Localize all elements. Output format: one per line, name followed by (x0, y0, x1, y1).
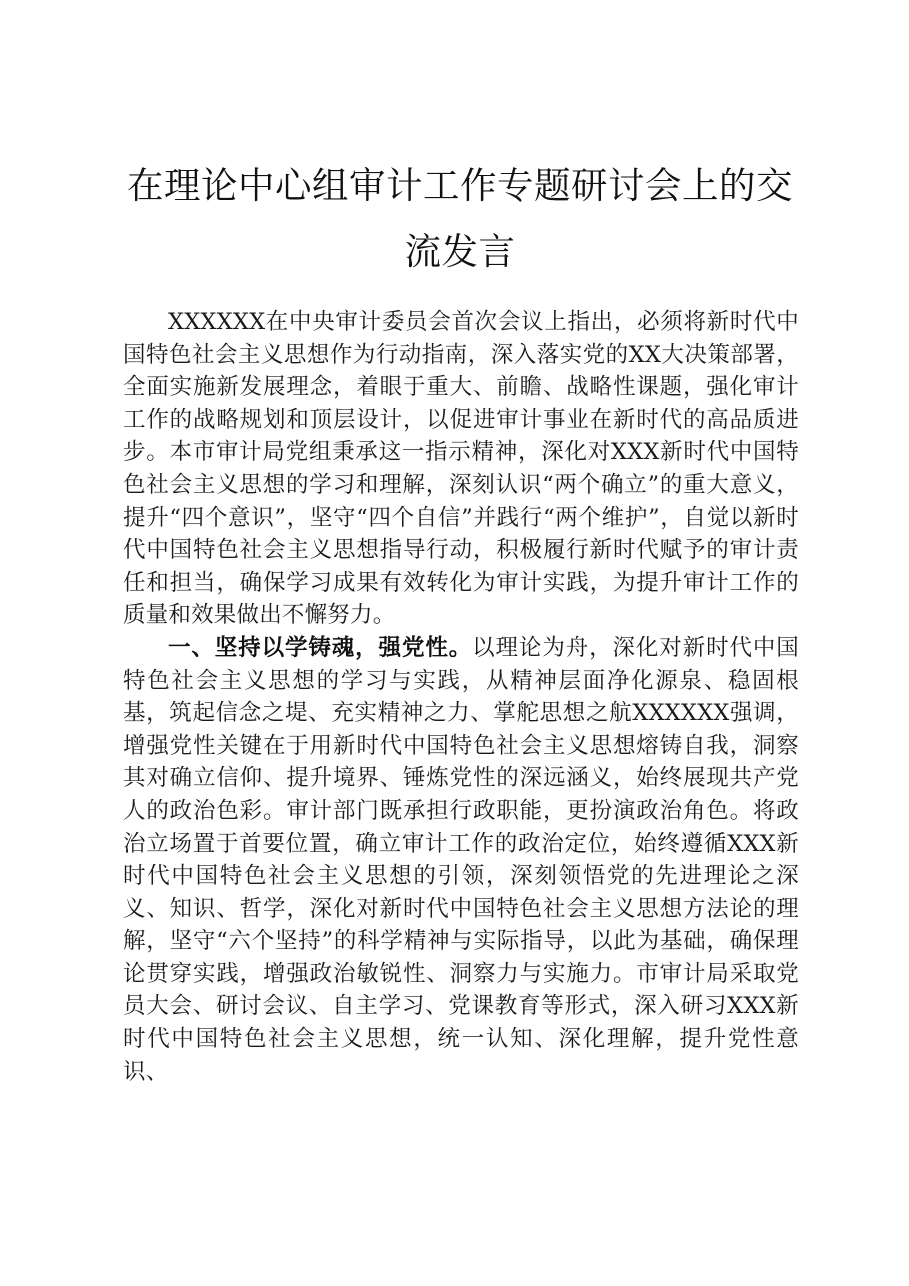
section-1-text: 以理论为舟，深化对新时代中国特色社会主义思想的学习与实践，从精神层面净化源泉、稳固根基，筑起信念之堤、充实精神之力、掌舵思想之航XXXXXX强调，增强党性关键在于用新时代中国特色社会主义思想熔铸自我，洞察其对确立信仰、提升境界、锤炼党性的深远涵义，始终展现共产党人的政治色彩。审计部门既承担行政职能，更扮演政治角色。将政治立场置于首要位置，确立审计工作的政治定位，始终遵循XXX新时代中国特色社会主义思想的引领，深刻领悟党的先进理论之深义、知识、哲学，深化对新时代中国特色社会主义思想方法论的理解，坚守“六个坚持”的科学精神与实际指导，以此为基础，确保理论贯穿实践，增强政治敏锐性、洞察力与实施力。市审计局采取党员大会、研讨会议、自主学习、党课教育等形式，深入研习XXX新时代中国特色社会主义思想，统一认知、深化理解，提升党性意识、 (123, 634, 799, 1085)
paragraph-section-1 (123, 632, 799, 1088)
paragraph-intro-text: XXXXXX在中央审计委员会首次会议上指出，必须将新时代中国特色社会主义思想作为行动指南，深入落实党的XX大决策部署，全面实施新发展理念，着眼于重大、前瞻、战略性课题，强化审计工作的战略规划和顶层设计，以促进审计事业在新时代的高品质进步。本市审计局党组秉承这一指示精神，深化对XXX新时代中国特色社会主义思想的学习和理解，深刻认识“两个确立”的重大意义，提升“四个意识”，坚守“四个自信”并践行“两个维护”，自觉以新时代中国特色社会主义思想指导行动，积极履行新时代赋予的审计责任和担当，确保学习成果有效转化为审计实践，为提升审计工作的质量和效果做出不懈努力。 (123, 309, 799, 629)
paragraph-intro (123, 306, 799, 632)
document-title: 在理论中心组审计工作专题研讨会上的交流发言 (127, 164, 793, 273)
document-body (123, 306, 799, 1088)
section-1-heading: 一、坚持以学铸魂，强党性。 (168, 634, 473, 661)
